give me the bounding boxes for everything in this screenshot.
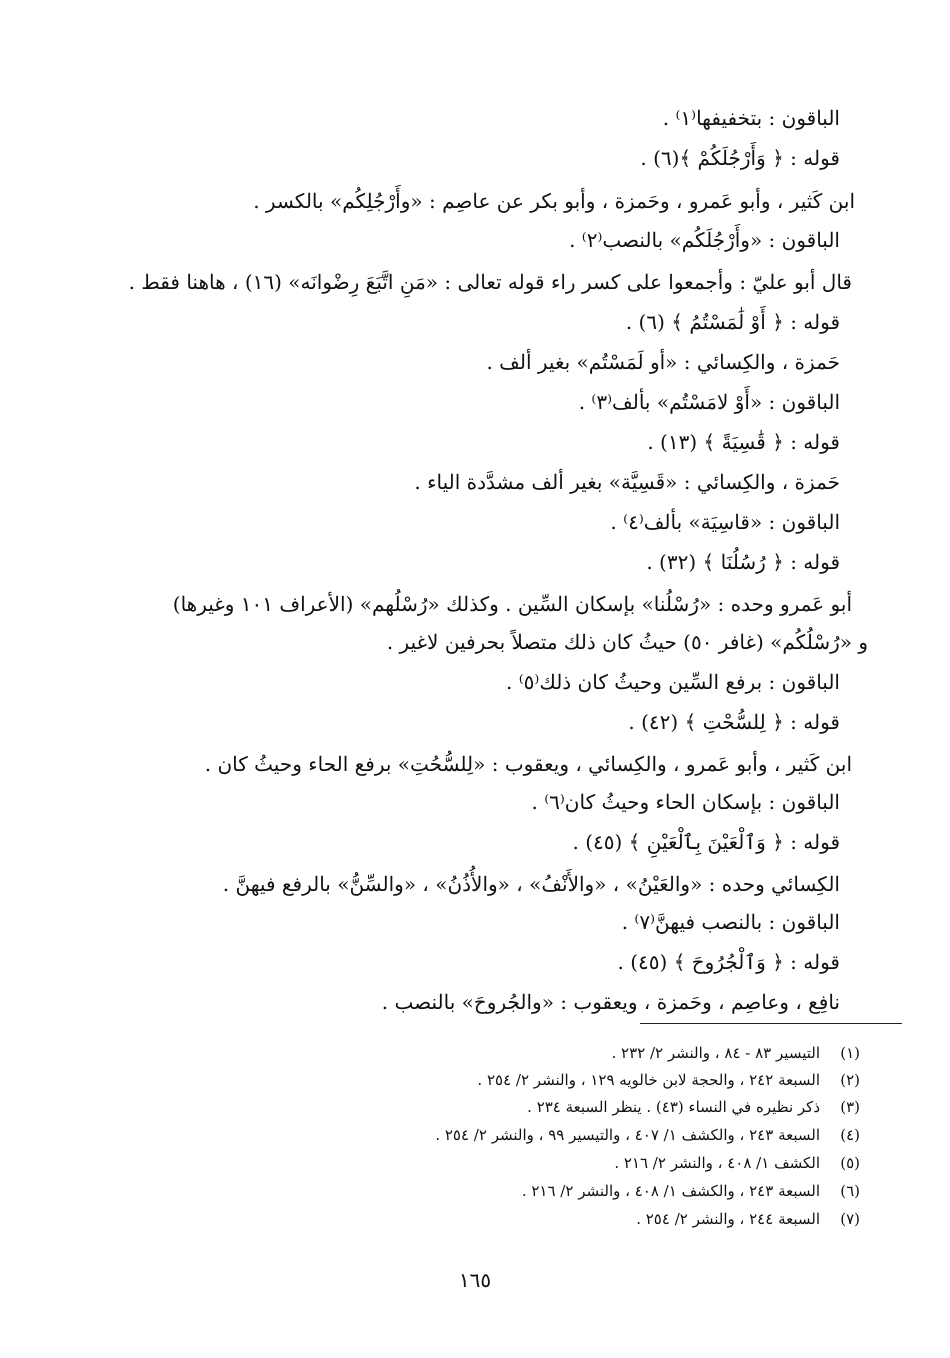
page-number: ١٦٥ xyxy=(458,1268,492,1292)
footnote xyxy=(527,1096,860,1118)
footnote-text: السبعة ٢٤٣ ، والكشف ١/ ٤٠٨ ، والنشر ٢/ ٢١٦ . xyxy=(521,1182,820,1200)
text-line: و «رُسْلُكُم» (غافر ٥٠) حيثُ كان ذلك متصلاً بحرفين لاغير . xyxy=(386,630,868,654)
text-line: ابن كَثير ، وأبو عَمرو ، والكِسائي ، ويعقوب : «لِلسُّحُتِ» برفع الحاء وحيثُ كان . xyxy=(204,752,852,776)
footnote-text: التيسير ٨٣ - ٨٤ ، والنشر ٢/ ٢٣٢ . xyxy=(611,1044,820,1062)
footnote xyxy=(611,1042,860,1064)
text-line: قوله : ﴿ وَأَرْجُلَكُمْ ﴾(٦) . xyxy=(640,146,840,170)
text-line: الكِسائي وحده : «والعَيْنُ» ، «والأَنْفُ» ، «والأُذُنُ» ، «والسِّنُّ» بالرفع فيهنَّ . xyxy=(222,872,840,896)
footnote xyxy=(477,1069,860,1091)
text-line: قوله : ﴿ لِلسُّحْتِ ﴾ (٤٢) . xyxy=(628,710,840,734)
footnote-text: ذكر نظيره في النساء (٤٣) . ينظر السبعة ٢٣٤ . xyxy=(527,1098,820,1116)
text-line: الباقون : بتخفيفها⁽١⁾ . xyxy=(662,106,840,130)
text-line: ابن كَثير ، وأبو عَمرو ، وحَمزة ، وأبو بكر عن عاصِم : «وأَرْجُلِكُم» بالكسر . xyxy=(253,189,855,213)
footnote-text: الكشف ١/ ٤٠٨ ، والنشر ٢/ ٢١٦ . xyxy=(614,1154,820,1172)
text-line: قوله : ﴿ أَوْ لَٰمَسْتُمُ ﴾ (٦) . xyxy=(625,310,840,334)
footnote-text: السبعة ٢٤٤ ، والنشر ٢/ ٢٥٤ . xyxy=(636,1210,820,1228)
text-line: قوله : ﴿ رُسُلُنَا ﴾ (٣٢) . xyxy=(646,550,840,574)
footnote-text: السبعة ٢٤٢ ، والحجة لابن خالويه ١٢٩ ، والنشر ٢/ ٢٥٤ . xyxy=(477,1071,820,1089)
text-line: أبو عَمرو وحده : «رُسْلُنا» بإسكان السِّين . وكذلك «رُسْلُهم» (الأعراف ١٠١ وغيرها) xyxy=(172,592,852,616)
footnote-number: (٦) xyxy=(840,1182,860,1200)
text-line: حَمزة ، والكِسائي : «قَسِيَّة» بغير ألف مشدَّدة الياء . xyxy=(414,470,840,494)
text-line: الباقون : بالنصب فيهنَّ⁽٧⁾ . xyxy=(621,910,840,934)
text-line: حَمزة ، والكِسائي : «أو لَمَسْتُم» بغير ألف . xyxy=(486,350,840,374)
text-line: الباقون : «وأَرْجُلَكُم» بالنصب⁽٢⁾ . xyxy=(569,228,840,252)
text-line: قال أبو عليّ : وأجمعوا على كسر راء قوله تعالى : «مَنِ اتَّبَعَ رِضْوانَه» (١٦) ، هاهنا فقط . xyxy=(128,270,852,294)
text-line: قوله : ﴿ وَٱلْجُرُوحَ ﴾ (٤٥) . xyxy=(617,950,840,974)
footnote-number: (٢) xyxy=(840,1071,860,1089)
text-line: قوله : ﴿ قَٰسِيَةً ﴾ (١٣) . xyxy=(647,430,840,454)
footnote xyxy=(614,1152,860,1174)
footnote-number: (٤) xyxy=(840,1126,860,1144)
text-line: قوله : ﴿ وَٱلْعَيْنَ بِٱلْعَيْنِ ﴾ (٤٥) . xyxy=(572,830,840,854)
footnote-number: (٧) xyxy=(840,1210,860,1228)
text-line: الباقون : برفع السِّين وحيثُ كان ذلك⁽٥⁾ . xyxy=(506,670,840,694)
footnote-number: (١) xyxy=(840,1044,860,1062)
footnote xyxy=(522,1180,860,1202)
text-line: نافِع ، وعاصِم ، وحَمزة ، ويعقوب : «والجُروحَ» بالنصب . xyxy=(381,990,840,1014)
footnote-text: السبعة ٢٤٣ ، والكشف ١/ ٤٠٧ ، والتيسير ٩٩ ، والنشر ٢/ ٢٥٤ . xyxy=(435,1126,820,1144)
text-line: الباقون : «أَوْ لامَسْتُم» بألف⁽٣⁾ . xyxy=(578,390,840,414)
footnote-number: (٣) xyxy=(840,1098,860,1116)
footnote-number: (٥) xyxy=(840,1154,860,1172)
text-line: الباقون : بإسكان الحاء وحيثُ كان⁽٦⁾ . xyxy=(531,790,840,814)
footnote xyxy=(636,1208,860,1230)
footnote-divider xyxy=(640,1023,902,1024)
footnote xyxy=(435,1124,860,1146)
text-line: الباقون : «قاسِيَة» بألف⁽٤⁾ . xyxy=(610,510,840,534)
